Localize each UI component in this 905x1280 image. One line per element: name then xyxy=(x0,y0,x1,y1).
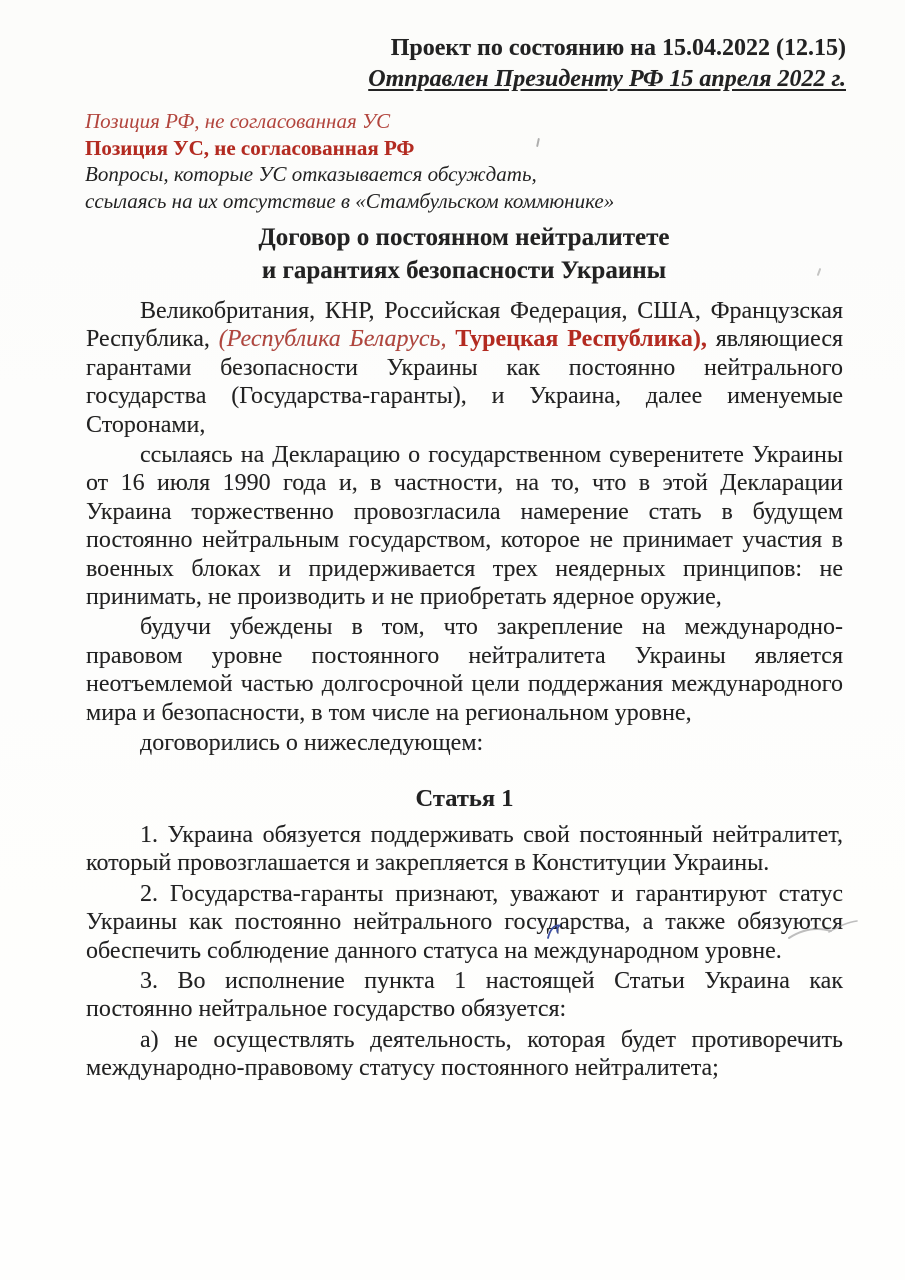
article1-point1: 1. Украина обязуется поддерживать свой постоянный нейтралитет, который провозглашается и закрепляется в Конституции Украины. xyxy=(86,821,843,877)
article1-point3a: а) не осуществлять деятельность, которая будет противоречить международно-правовому статусу постоянного нейтралитета; xyxy=(86,1026,843,1082)
sent-to-president-line: Отправлен Президенту РФ 15 апреля 2022 г. xyxy=(368,66,846,92)
document-body xyxy=(86,297,843,1085)
document-title-line2: и гарантиях безопасности Украины xyxy=(261,257,667,284)
document-title-line1: Договор о постоянном нейтралитете xyxy=(258,224,670,251)
preamble-conviction: будучи убеждены в том, что закрепление на международно-правовом уровне постоянного нейтралитета Украины является неотъемлемой частью долгосрочной цели поддержания международного мира и безопасности, в том числе на региональном уровне, xyxy=(86,614,843,726)
legend-us-position: Позиция УС, не согласованная РФ xyxy=(85,135,415,160)
document-title xyxy=(85,221,843,287)
blue-pen-mark-icon xyxy=(545,921,563,941)
header-block xyxy=(368,33,846,95)
legend-questions-line1: Вопросы, которые УС отказывается обсуждать, xyxy=(85,162,537,186)
preamble-agreed: договорились о нижеследующем: xyxy=(140,730,484,757)
legend-block xyxy=(85,108,614,214)
article-1-heading: Статья 1 xyxy=(415,784,514,812)
preamble-parties: Великобритания, КНР, Российская Федерация, США, Французская Республика, (Республика Беларусь, Турецкая Республика), являющиеся гарантами безопасности Украины как постоянно нейтрального государства (Государства-гаранты), и Украина, далее именуемые Сторонами, xyxy=(86,298,844,438)
pencil-scribble-icon xyxy=(787,916,859,944)
preamble-declaration: ссылаясь на Декларацию о государственном суверенитете Украины от 16 июля 1990 года и, в частности, на то, что в этой Декларации Украина торжественно провозгласила намерение стать в будущем постоянно нейтральным государством, которое не принимает участия в военных блоках и придерживается трех неядерных принципов: не принимать, не производить и не приобретать ядерное оружие, xyxy=(86,442,843,611)
legend-questions-line2: ссылаясь на их отсутствие в «Стамбульском коммюнике» xyxy=(85,188,615,213)
article1-point3: 3. Во исполнение пункта 1 настоящей Статьи Украина как постоянно нейтральное государство обязуется: xyxy=(86,967,843,1023)
legend-rf-position: Позиция РФ, не согласованная УС xyxy=(85,109,391,133)
article1-point2: 2. Государства-гаранты признают, уважают и гарантируют статус Украины как постоянно нейтрального государства, а также обязуются обеспечить соблюдение данного статуса на международном уровне. xyxy=(86,880,843,964)
draft-status-line: Проект по состоянию на 15.04.2022 (12.15) xyxy=(390,35,846,61)
